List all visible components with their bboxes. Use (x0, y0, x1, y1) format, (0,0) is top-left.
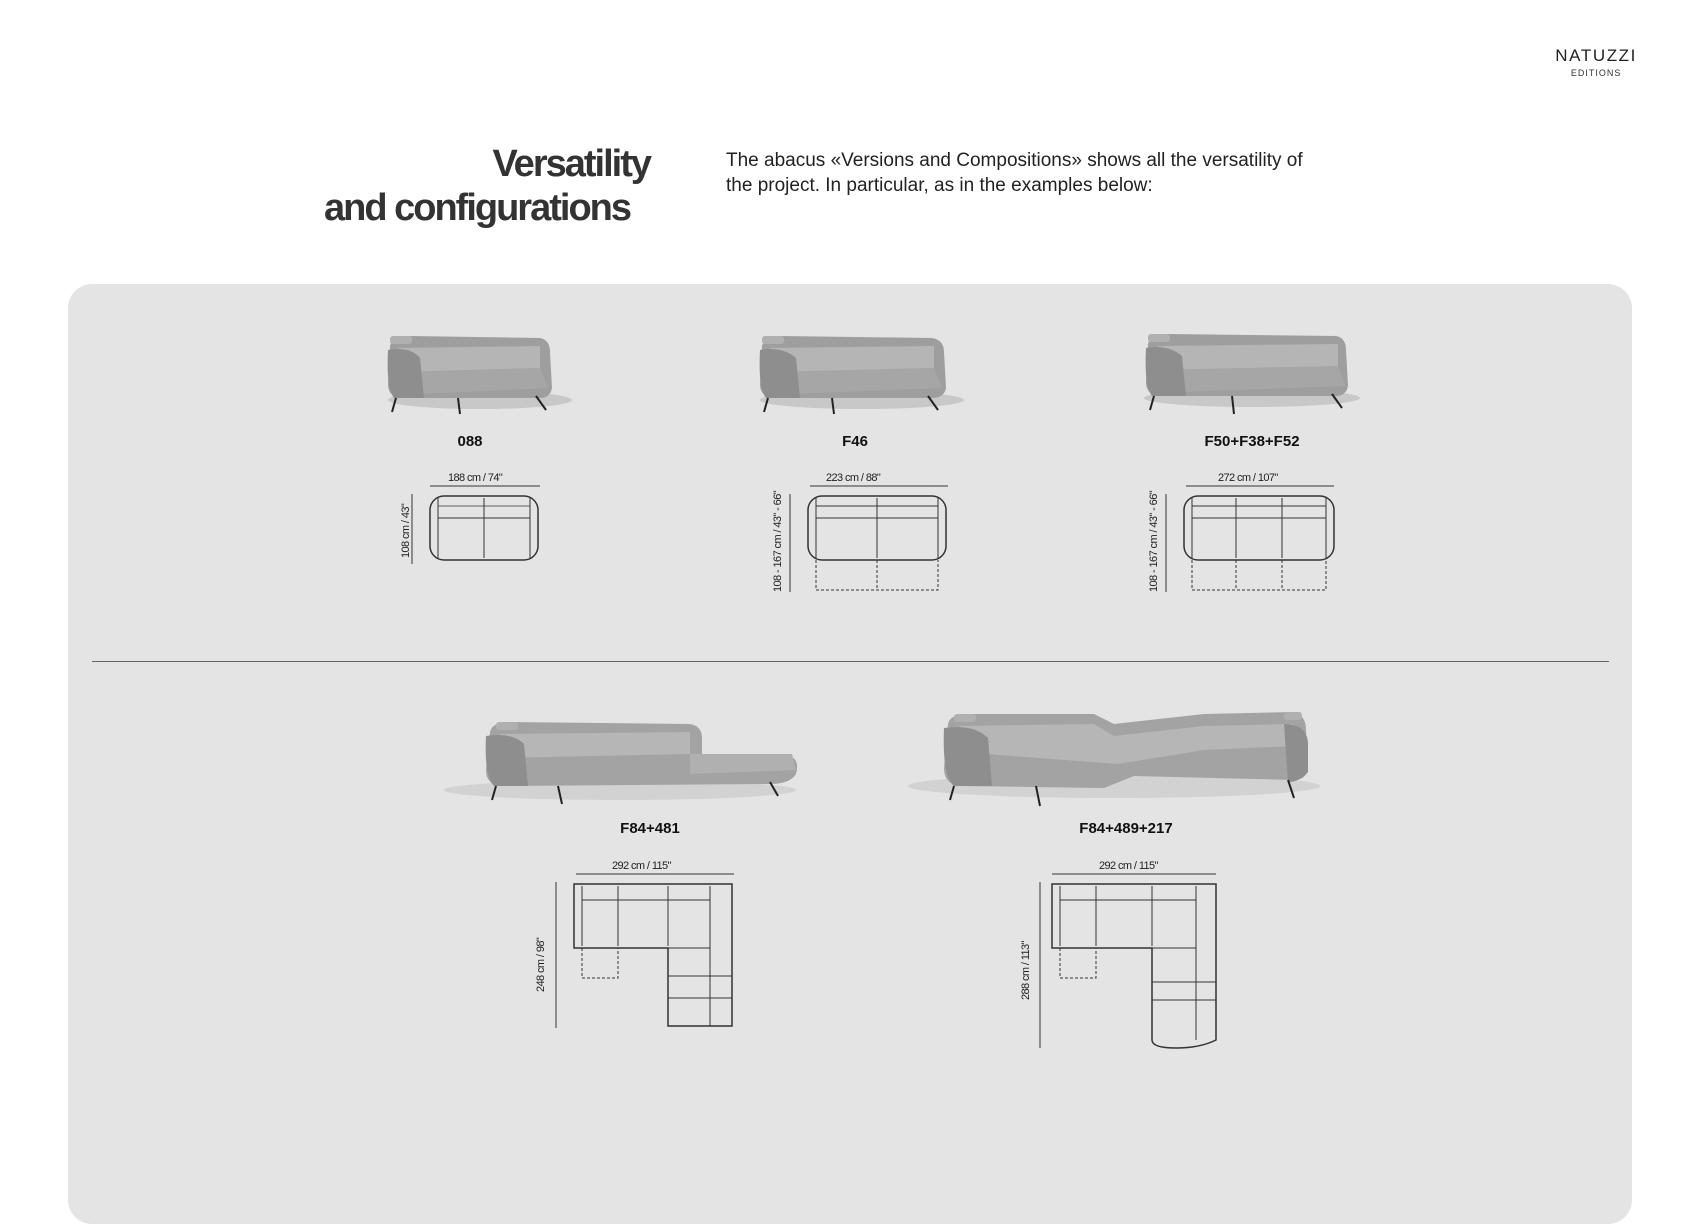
depth-dimension: 108 - 167 cm / 43" - 66" (1148, 490, 1160, 592)
brand-logo (1555, 46, 1637, 78)
product-code: F84+489+217 (1079, 820, 1173, 837)
sofa-image-f50-f38-f52 (1140, 326, 1360, 418)
product-code: F84+481 (620, 820, 680, 837)
brand-subtitle: EDITIONS (1570, 68, 1622, 78)
product-code: F46 (842, 433, 868, 450)
intro-text: The abacus «Versions and Compositions» shows all the versatility of the project. In particular, as in the examples below: (726, 150, 1303, 196)
width-dimension: 292 cm / 115" (612, 860, 671, 872)
title-line-1: Versatility (492, 143, 650, 185)
plan-drawing-088 (412, 484, 542, 566)
plan-drawing-f50-f38-f52 (1166, 484, 1336, 594)
configurations-panel (68, 284, 1632, 1224)
plan-drawing-f84-489-217 (1040, 872, 1220, 1052)
sofa-image-f84-481 (440, 710, 800, 810)
width-dimension: 292 cm / 115" (1099, 860, 1158, 872)
sofa-image-f84-489-217 (904, 702, 1324, 812)
product-code: F50+F38+F52 (1204, 433, 1300, 450)
depth-dimension: 108 cm / 43" (400, 503, 412, 558)
row-divider (92, 661, 1609, 662)
width-dimension: 223 cm / 88" (826, 472, 881, 484)
width-dimension: 188 cm / 74" (448, 472, 503, 484)
depth-dimension: 108 - 167 cm / 43" - 66" (772, 490, 784, 592)
product-code: 088 (457, 433, 483, 450)
sofa-image-088 (380, 328, 570, 418)
depth-dimension: 288 cm / 113" (1020, 941, 1032, 1000)
page-title (250, 142, 650, 230)
title-line-2: and configurations (324, 187, 630, 229)
plan-drawing-f84-481 (556, 872, 736, 1032)
depth-dimension: 248 cm / 98" (535, 937, 547, 992)
width-dimension: 272 cm / 107" (1218, 472, 1278, 484)
brand-name: NATUZZI (1555, 46, 1637, 65)
sofa-image-f46 (752, 328, 962, 418)
plan-drawing-f46 (790, 484, 950, 594)
